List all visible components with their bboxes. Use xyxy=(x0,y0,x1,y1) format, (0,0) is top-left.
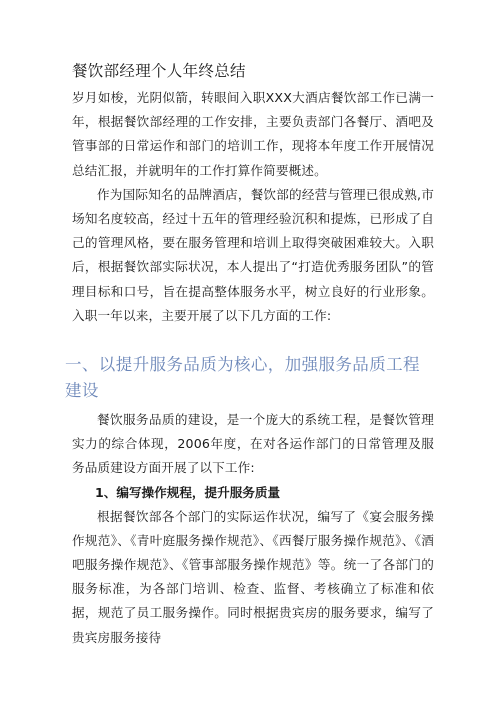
subsection-heading: 1、编写操作规程，提升服务质量 xyxy=(95,484,281,500)
section-heading: 一、以提升服务品质为核心，加强服务品质工程建设 xyxy=(65,355,420,401)
background-paragraph: 作为国际知名的品牌酒店，餐饮部的经营与管理已很成熟,市场知名度较高，经过十五年的管理经验沉积和提炼，已形成了自己的管理风格，要在服务管理和培训上取得突破困难较大。入职后，根据餐饮部实际状况，本人提出了“打造优秀服务团队”的管理目标和口号，旨在提高整体服务水平，树立良好的行业形象。入职一年以来，主要开展了以下几方面的工作: xyxy=(72,186,434,323)
document-title: 餐饮部经理个人年终总结 xyxy=(72,62,246,80)
intro-paragraph: 岁月如梭，光阴似箭，转眼间入职XXX大酒店餐饮部工作已满一年，根据餐饮部经理的工作安排，主要负责部门各餐厅、酒吧及管事部的日常运作和部门的培训工作，现将本年度工作开展情况总结汇报，并就明年的工作打算作简要概述。 xyxy=(72,90,434,178)
section-paragraph: 餐饮服务品质的建设，是一个庞大的系统工程，是餐饮管理实力的综合体现，2006年度，在对各运作部门的日常管理及服务品质建设方面开展了以下工作: xyxy=(72,412,434,476)
subsection-paragraph: 根据餐饮部各个部门的实际运作状况，编写了《宴会服务操作规范》、《青叶庭服务操作规范》、《西餐厅服务操作规范》、《酒吧服务操作规范》、《管事部服务操作规范》等。统一了各部门的服务标准，为各部门培训、检查、监督、考核确立了标准和依据，规范了员工服务操作。同时根据贵宾房的服务要求，编写了贵宾房服务接待 xyxy=(72,508,434,645)
document-body xyxy=(65,58,434,650)
